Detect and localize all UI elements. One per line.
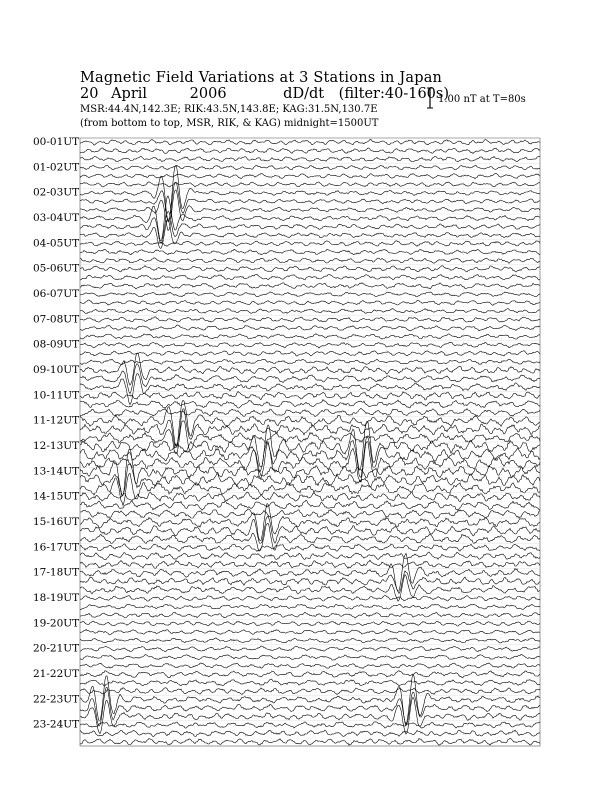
trace-kag-11-12ut	[80, 400, 540, 446]
hour-row-label: 12-13UT	[33, 440, 80, 452]
trace-msr-23-24ut	[80, 738, 540, 745]
trace-rik-20-21ut	[80, 655, 540, 661]
trace-kag-02-03ut	[80, 166, 540, 222]
trace-rik-16-17ut	[80, 552, 540, 560]
trace-msr-11-12ut	[80, 421, 540, 454]
trace-kag-08-09ut	[80, 342, 540, 348]
trace-kag-14-15ut	[80, 492, 540, 502]
hour-row-label: 09-10UT	[33, 364, 80, 376]
trace-rik-02-03ut	[80, 182, 540, 221]
trace-msr-05-06ut	[80, 283, 540, 289]
hour-row-label: 02-03UT	[33, 186, 80, 199]
trace-msr-20-21ut	[80, 663, 540, 669]
trace-msr-10-11ut	[80, 408, 540, 416]
trace-msr-16-17ut	[80, 560, 540, 568]
hour-row-label: 01-02UT	[33, 161, 80, 174]
scale-bar-label: 1.00 nT at T=80s	[438, 94, 526, 105]
hour-row-label: 18-19UT	[33, 592, 80, 604]
hour-row-label: 03-04UT	[33, 212, 80, 224]
trace-msr-00-01ut	[80, 156, 540, 162]
station-coordinates: MSR:44.4N,142.3E; RIK:43.5N,143.8E; KAG:31.5N,130.7E	[80, 104, 378, 115]
trace-rik-15-16ut	[80, 516, 540, 544]
hour-row-label: 15-16UT	[33, 516, 80, 528]
hour-row-label: 11-12UT	[33, 414, 80, 427]
date-day: 20	[80, 86, 99, 102]
chart-title: Magnetic Field Variations at 3 Stations in Japan	[80, 70, 443, 86]
trace-kag-00-01ut	[80, 140, 540, 146]
trace-rik-23-24ut	[80, 730, 540, 736]
hour-row-label: 13-14UT	[33, 465, 80, 478]
trace-kag-01-02ut	[80, 165, 540, 170]
trace-msr-18-19ut	[80, 612, 540, 618]
hour-row-label: 00-01UT	[33, 136, 80, 148]
hour-row-label: 07-08UT	[33, 313, 80, 326]
hour-row-label: 06-07UT	[33, 288, 80, 300]
trace-rik-00-01ut	[80, 148, 540, 154]
date-year: 2006	[189, 86, 227, 102]
quantity-label: dD/dt	[283, 86, 325, 102]
trace-kag-19-20ut	[80, 621, 540, 626]
hour-row-label: 16-17UT	[33, 541, 80, 554]
trace-kag-13-14ut	[80, 449, 540, 496]
trace-msr-12-13ut	[80, 442, 540, 482]
trace-rik-05-06ut	[80, 274, 540, 280]
filter-label: (filter:40-160s)	[338, 86, 449, 102]
hour-row-label: 22-23UT	[33, 693, 80, 706]
trace-kag-17-18ut	[80, 553, 540, 591]
date-month: April	[111, 86, 148, 102]
hour-row-label: 08-09UT	[33, 338, 80, 351]
hour-row-label: 20-21UT	[33, 642, 80, 655]
hour-row-label: 04-05UT	[33, 237, 80, 250]
trace-rik-14-15ut	[80, 500, 540, 510]
hour-row-label: 05-06UT	[33, 262, 80, 275]
station-order-note: (from bottom to top, MSR, RIK, & KAG) midnight=1500UT	[80, 118, 379, 129]
trace-kag-07-08ut	[80, 317, 540, 323]
hour-row-label: 21-22UT	[33, 668, 80, 680]
trace-kag-04-05ut	[80, 241, 540, 247]
trace-rik-08-09ut	[80, 351, 540, 356]
hour-row-label: 10-11UT	[33, 389, 80, 402]
trace-msr-08-09ut	[80, 359, 540, 365]
trace-msr-21-22ut	[80, 688, 540, 695]
hour-row-label: 19-20UT	[33, 617, 80, 630]
trace-rik-07-08ut	[80, 325, 540, 331]
hour-row-label: 14-15UT	[33, 490, 80, 503]
hour-row-label: 17-18UT	[33, 566, 80, 579]
hour-row-label: 23-24UT	[33, 718, 80, 731]
